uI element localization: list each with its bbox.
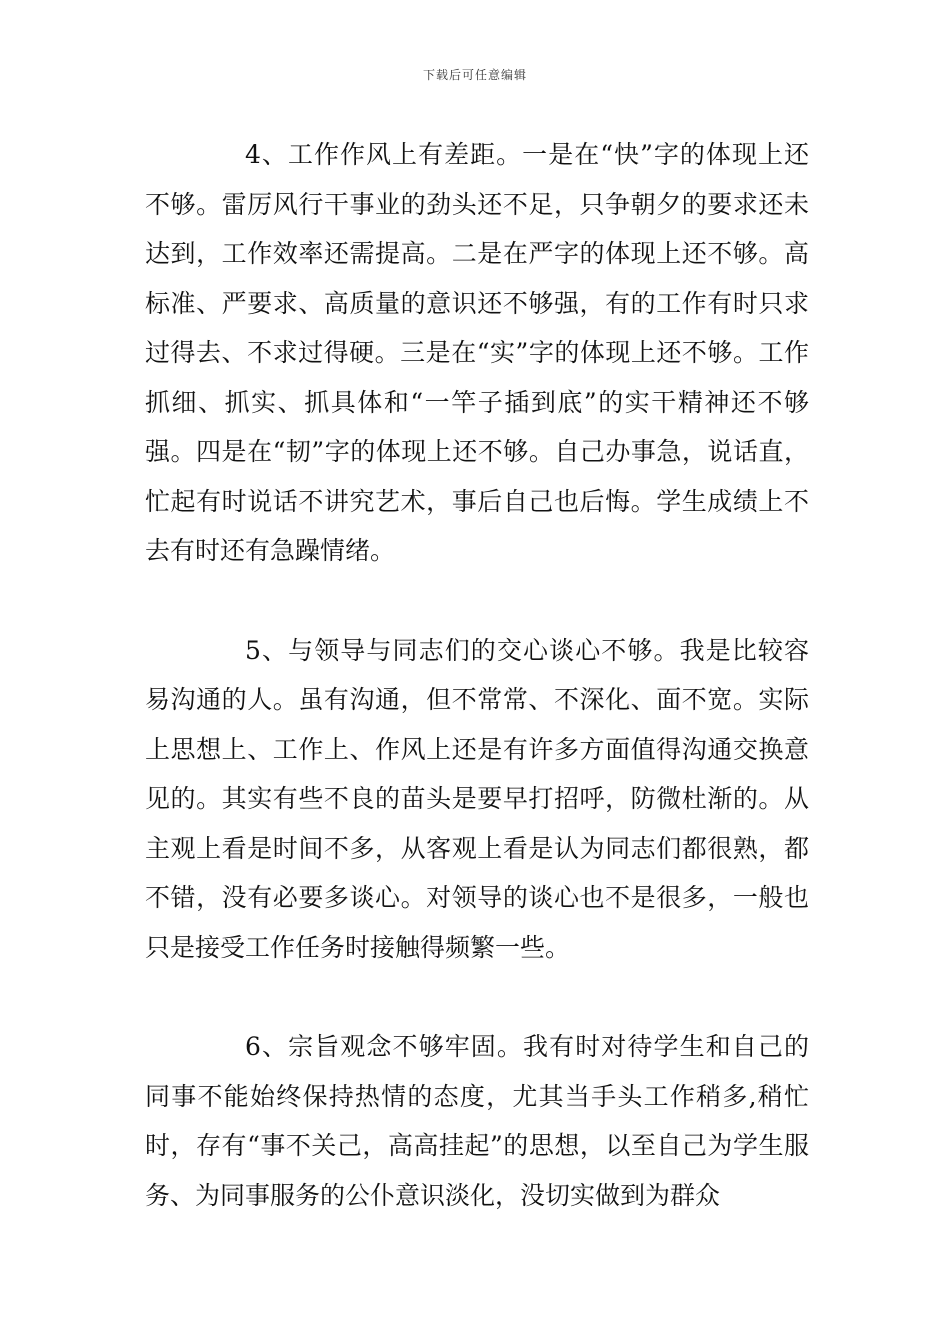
header-note: 下载后可任意编辑: [422, 68, 527, 82]
paragraph-6: 6、宗旨观念不够牢固。我有时对待学生和自己的同事不能始终保持热情的态度，尤其当手头工作稍多,稍忙时，存有“事不关己，高高挂起”的思想，以至自己为学生服务、为同事服务的公仆意识淡化，没切实做到为群众: [145, 1032, 809, 1210]
paragraph-4: 4、工作作风上有差距。一是在“快”字的体现上还不够。雷厉风行干事业的劲头还不足，只争朝夕的要求还未达到，工作效率还需提高。二是在严字的体现上还不够。高标准、严要求、高质量的意识还不够强，有的工作有时只求过得去、不求过得硬。三是在“实”字的体现上还不够。工作抓细、抓实、抓具体和“一竿子插到底”的实干精神还不够强。四是在“韧”字的体现上还不够。自己办事急，说话直，忙起有时说话不讲究艺术，事后自己也后悔。学生成绩上不去有时还有急躁情绪。: [145, 140, 809, 565]
paragraph-5: 5、与领导与同志们的交心谈心不够。我是比较容易沟通的人。虽有沟通，但不常常、不深化、面不宽。实际上思想上、工作上、作风上还是有许多方面值得沟通交换意见的。其实有些不良的苗头是要早打招呼，防微杜渐的。从主观上看是时间不多，从客观上看是认为同志们都很熟，都不错，没有必要多谈心。对领导的谈心也不是很多，一般也只是接受工作任务时接触得频繁一些。: [145, 635, 809, 962]
document-body: [145, 130, 809, 1220]
